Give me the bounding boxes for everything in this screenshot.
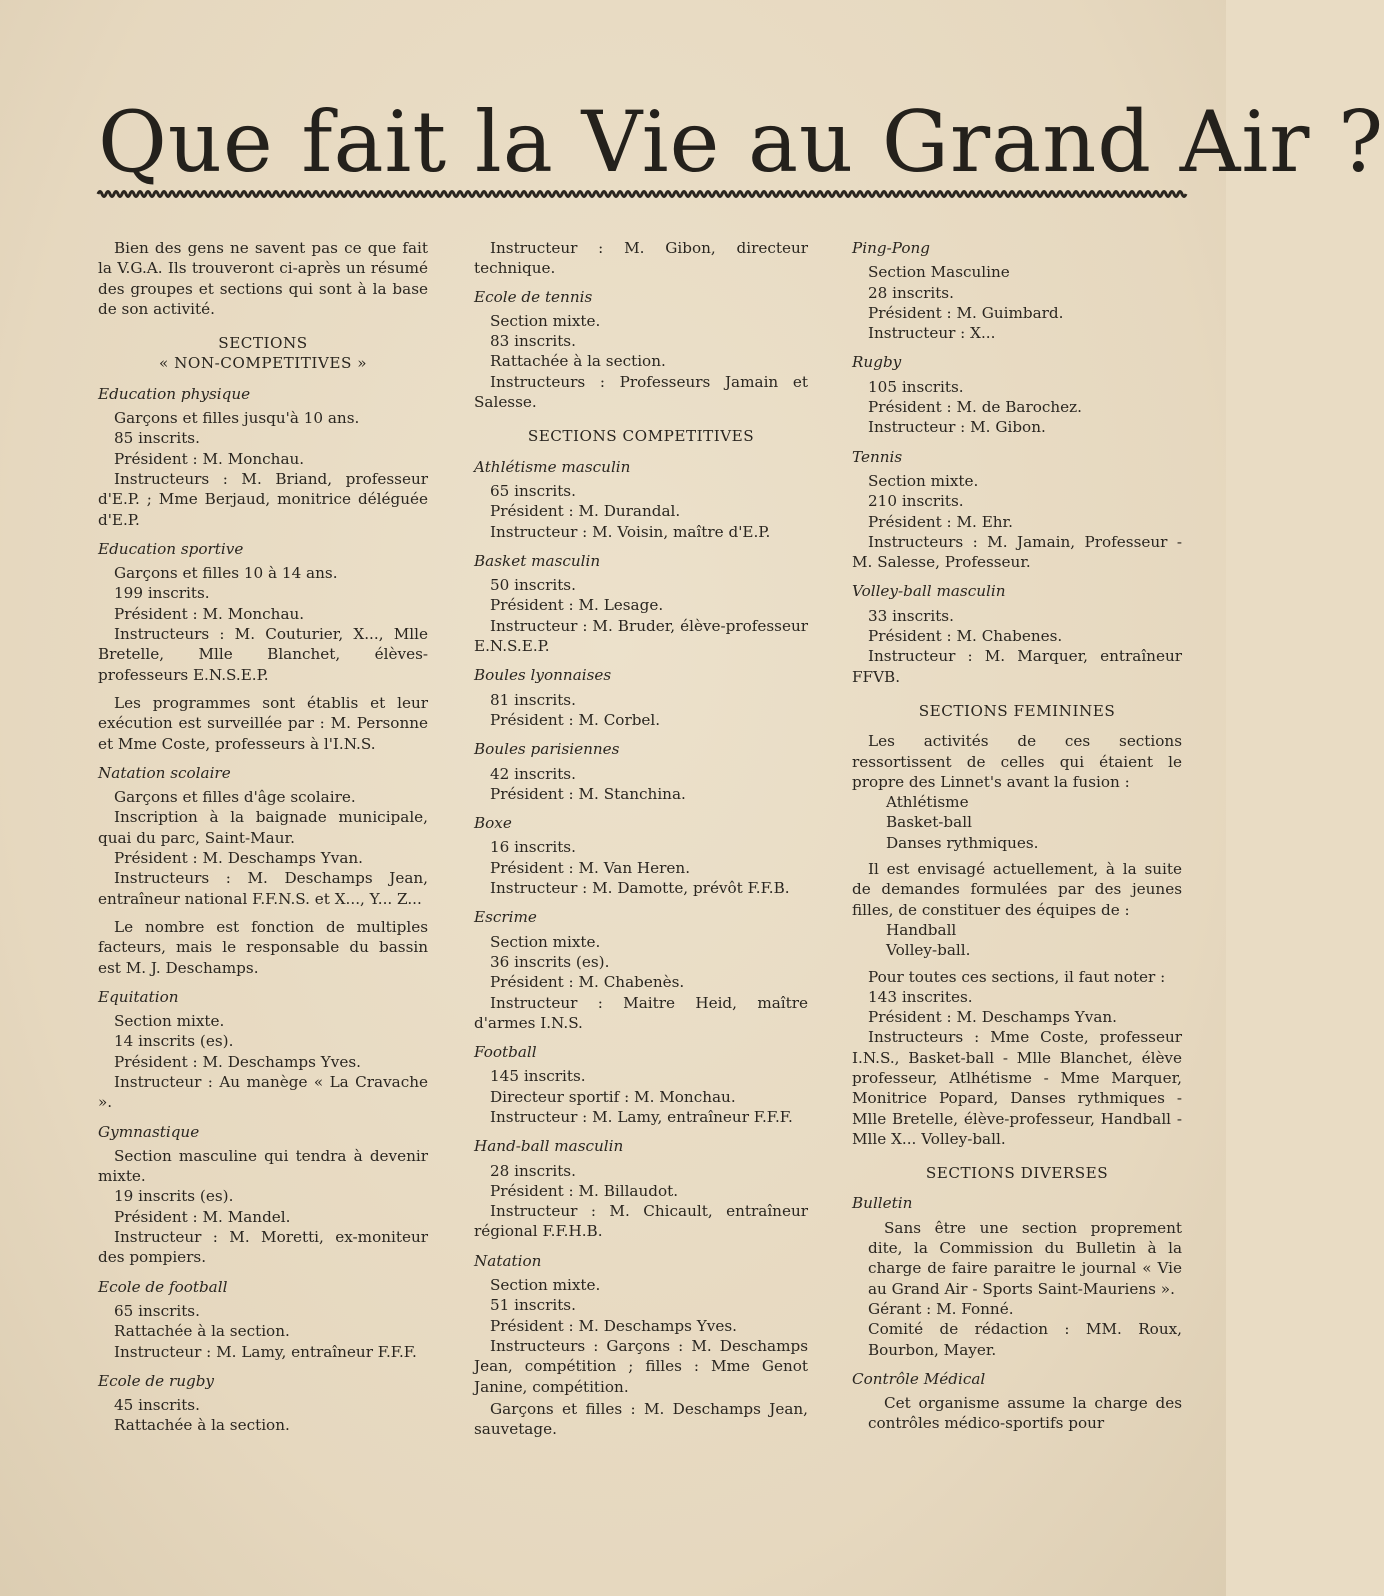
section-hand-ball: Hand-ball masculin 28 inscrits. Président : M. Billaudot. Instructeur : M. Chicault, entraîneur régional F.F.H.B.: [474, 1137, 808, 1241]
section-title: Natation scolaire: [98, 763, 231, 782]
section-title: Gymnastique: [98, 1122, 200, 1141]
section-title: Education sportive: [98, 539, 244, 558]
section-title: Football: [474, 1043, 537, 1062]
section-title: Ecole de tennis: [474, 287, 593, 306]
section-equitation: Equitation Section mixte. 14 inscrits (es). Président : M. Deschamps Yves. Instructeur : Au manège « La Cravache ».: [98, 987, 428, 1112]
section-boules-lyonnaises: Boules lyonnaises 81 inscrits. Président : M. Corbel.: [474, 665, 808, 730]
section-title: Tennis: [852, 447, 903, 466]
section-title: Athlétisme masculin: [474, 457, 631, 476]
section-ecole-tennis: Ecole de tennis Section mixte. 83 inscrits. Rattachée à la section. Instructeurs : Professeurs Jamain et Salesse.: [474, 287, 808, 412]
section-volley-ball: Volley-ball masculin 33 inscrits. Président : M. Chabenes. Instructeur : M. Marquer, entraîneur FFVB.: [852, 582, 1182, 686]
section-boxe: Boxe 16 inscrits. Président : M. Van Heren. Instructeur : M. Damotte, prévôt F.F.B.: [474, 813, 808, 898]
section-education-physique: Education physique Garçons et filles jusqu'à 10 ans. 85 inscrits. Président : M. Monchau. Instructeurs : M. Briand, professeur d'E.P. ; Mme Berjaud, monitrice déléguée d'E.P.: [98, 384, 428, 529]
section-bulletin: Bulletin Sans être une section proprement dite, la Commission du Bulletin à la charge de faire paraitre le journal « Vie au Grand Air - Sports Saint-Mauriens ». Gérant : M. Fonné. Comité de rédaction : MM. Roux, Bourbon, Mayer.: [852, 1194, 1182, 1359]
section-title: Natation: [474, 1251, 542, 1270]
section-natation-scolaire: Natation scolaire Garçons et filles d'âge scolaire. Inscription à la baignade municipale, quai du parc, Saint-Maur. Président : M. Deschamps Yvan. Instructeurs : M. Deschamps Jean, entraîneur national F.F.N.S. et X..., Y... Z... Le nombre est fonction de multiples facteurs, mais le responsable du bassin est M. J. Deschamps.: [98, 763, 428, 977]
non-competitive-heading: SECTIONS « NON-COMPETITIVES »: [158, 334, 368, 373]
section-tennis: Tennis Section mixte. 210 inscrits. Président : M. Ehr. Instructeurs : M. Jamain, Professeur - M. Salesse, Professeur.: [852, 447, 1182, 572]
section-title: Ping-Pong: [852, 239, 930, 257]
column-2: [474, 238, 808, 1448]
section-ecole-rugby: Ecole de rugby 45 inscrits. Rattachée à la section.: [98, 1371, 428, 1436]
section-title: Ecole de rugby: [98, 1371, 215, 1390]
section-ecole-football: Ecole de football 65 inscrits. Rattachée à la section. Instructeur : M. Lamy, entraîneur F.F.F.: [98, 1277, 428, 1362]
section-title: Escrime: [474, 908, 537, 927]
section-title: Boules lyonnaises: [474, 666, 612, 685]
section-natation: Natation Section mixte. 51 inscrits. Président : M. Deschamps Yves. Instructeurs : Garçons : M. Deschamps Jean, compétition ; filles : Mme Genot Janine, compétition. Garçons et filles : M. Deschamps Jean, sauvetage.: [474, 1251, 808, 1439]
section-controle-medical: Contrôle Médical Cet organisme assume la charge des contrôles médico-sportifs pour: [852, 1369, 1182, 1433]
section-title: Basket masculin: [474, 551, 601, 570]
column-1: [98, 238, 428, 1445]
rugby-school-instructor: Instructeur : M. Gibon, directeur technique.: [474, 239, 808, 278]
column-3: Ping-Pong Section Masculine 28 inscrits. Président : M. Guimbard. Instructeur : X... Rugby 105 inscrits. Président : M. de Barochez. Instructeur : M. Gibon. Tennis Section mixte. 210 inscrits. Président : M. Ehr. Instructeurs : M. Jamain, Professeur - M. Salesse, Professeur. Volley-ball masculin 33 inscrits. Président : M. Chabenes. Instructeur : M. Marquer, entraîneur FFVB. SECTIONS FEMININES Les activités de ces sections ressortissent de celles qui étaient le propre des Linnet's avant la fusion : Athlétisme Basket-ball Danses rythmiques. Il est envisagé actuellement, à la suite de demandes formulées par des jeunes filles, de constituer des équipes de : Handball Volley-ball. Pour toutes ces sections, il faut noter : 143 inscrites. Président : M. Deschamps Yvan. Instructeurs : Mme Coste, professeur I.N.S., Basket-ball - Mlle Blanchet, élève professeur, Atlhétisme - Mme Marquer, Monitrice Popard, Danses rythmiques - Mlle Bretelle, élève-professeur, Handball - Mlle X... Volley-ball. SECTIONS DIVERSES Bulletin Sans être une section proprement dite, la Commission du Bulletin à la charge de faire paraitre le journal « Vie au Grand Air - Sports Saint-Mauriens ». Gérant : M. Fonné. Comité de rédaction : MM. Roux, Bourbon, Mayer. Contrôle Médical Cet organisme assume la charge des contrôles médico-sportifs pour: [852, 239, 1182, 1433]
section-basket: Basket masculin 50 inscrits. Président : M. Lesage. Instructeur : M. Bruder, élève-professeur E.N.S.E.P.: [474, 551, 808, 656]
competitive-heading: SECTIONS COMPETITIVES: [527, 427, 755, 446]
wavy-rule-divider: [98, 186, 1186, 202]
section-title: Rugby: [852, 353, 902, 372]
section-title: Bulletin: [852, 1194, 913, 1213]
section-title: Boxe: [474, 814, 512, 833]
section-title: Boules parisiennes: [474, 740, 620, 759]
section-title: Ecole de football: [98, 1277, 228, 1296]
section-escrime: Escrime Section mixte. 36 inscrits (es). Président : M. Chabenès. Instructeur : Maitre Heid, maître d'armes I.N.S.: [474, 908, 808, 1032]
diverse-heading: SECTIONS DIVERSES: [925, 1164, 1109, 1183]
section-education-sportive: Education sportive Garçons et filles 10 à 14 ans. 199 inscrits. Président : M. Monchau. Instructeurs : M. Couturier, X..., Mlle Bretelle, Mlle Blanchet, élèves-professeurs E.N.S.E.P. Les programmes sont établis et leur exécution est surveillée par : M. Personne et Mme Coste, professeurs à l'I.N.S.: [98, 539, 428, 753]
section-gymnastique: Gymnastique Section masculine qui tendra à devenir mixte. 19 inscrits (es). Président : M. Mandel. Instructeur : M. Moretti, ex-moniteur des pompiers.: [98, 1122, 428, 1267]
page-title: Que fait la Vie au Grand Air ?: [98, 93, 1384, 191]
section-title: Education physique: [98, 384, 251, 403]
feminine-heading: SECTIONS FEMININES: [918, 701, 1116, 720]
section-rugby: Rugby 105 inscrits. Président : M. de Barochez. Instructeur : M. Gibon.: [852, 352, 1182, 437]
section-title: Hand-ball masculin: [474, 1137, 624, 1156]
section-title: Equitation: [98, 987, 179, 1006]
section-title: Contrôle Médical: [852, 1369, 986, 1388]
section-boules-parisiennes: Boules parisiennes 42 inscrits. Président : M. Stanchina.: [474, 739, 808, 804]
section-athletisme: Athlétisme masculin 65 inscrits. Président : M. Durandal. Instructeur : M. Voisin, maître d'E.P.: [474, 457, 808, 542]
feminine-intro: Les activités de ces sections ressortissent de celles qui étaient le propre des Linnet's avant la fusion :: [852, 732, 1182, 791]
section-football: Football 145 inscrits. Directeur sportif : M. Monchau. Instructeur : M. Lamy, entraîneur F.F.F.: [474, 1042, 808, 1127]
section-title: Volley-ball masculin: [852, 582, 1006, 601]
intro-paragraph: Bien des gens ne savent pas ce que fait la V.G.A. Ils trouveront ci-après un résumé des groupes et sections qui sont à la base de son activité.: [98, 239, 428, 318]
section-ping-pong: Ping-Pong Section Masculine 28 inscrits. Président : M. Guimbard. Instructeur : X...: [852, 238, 1182, 343]
